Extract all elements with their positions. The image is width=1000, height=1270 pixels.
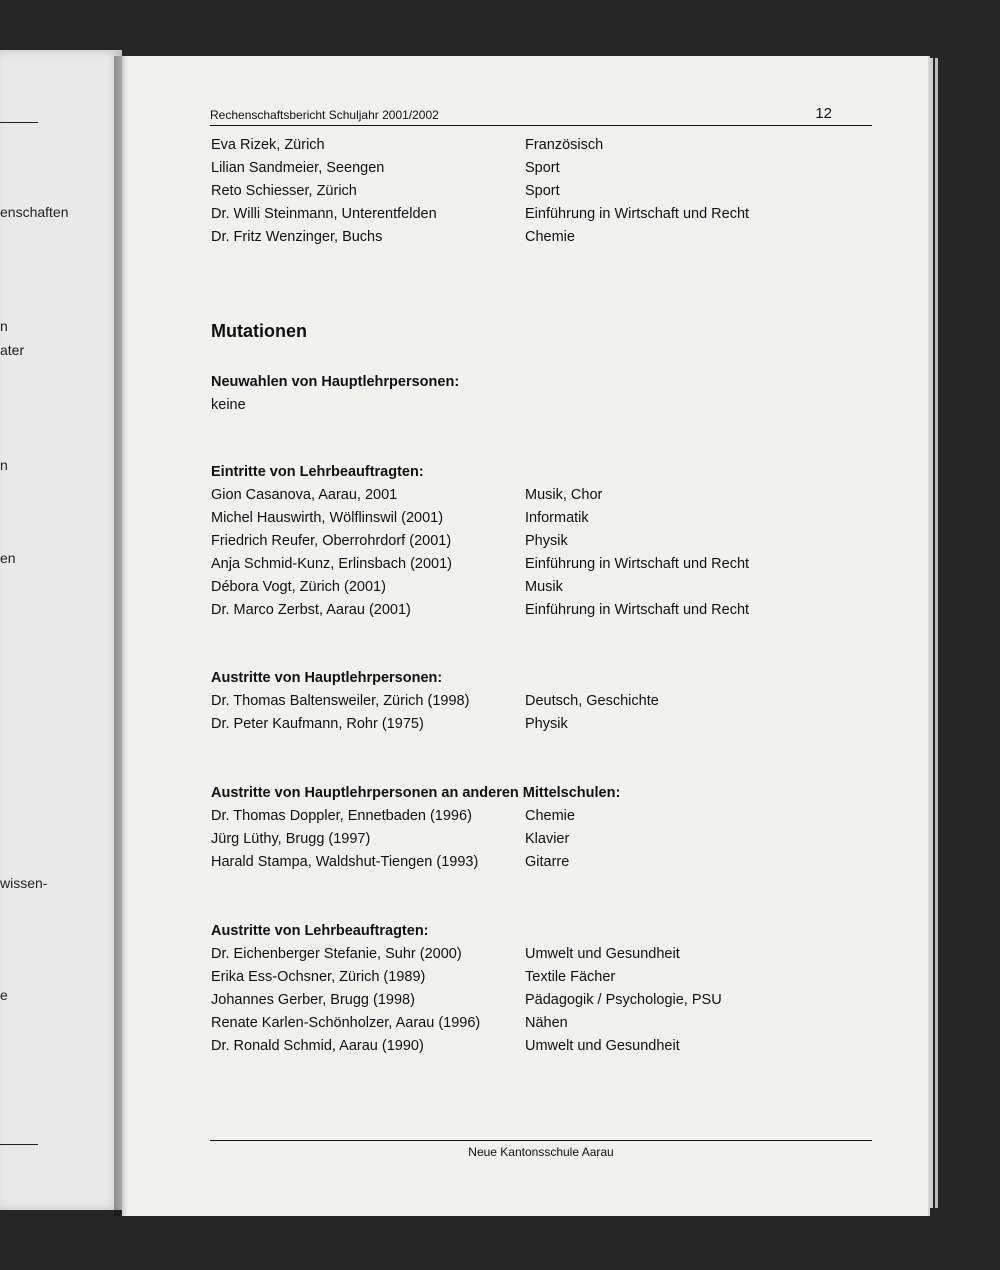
staff-subject: Chemie [525,229,575,245]
staff-row [211,693,871,715]
staff-name: Lilian Sandmeier, Seengen [211,160,385,176]
staff-subject: Umwelt und Gesundheit [525,946,680,962]
header-title: Rechenschaftsbericht Schuljahr 2001/2002 [210,108,439,122]
staff-name: Harald Stampa, Waldshut-Tiengen (1993) [211,854,479,870]
heading-austritte-hauptlehr: Austritte von Hauptlehrpersonen: [211,670,443,686]
staff-name: Dr. Thomas Doppler, Ennetbaden (1996) [211,808,472,824]
left-page-rule [0,1144,38,1145]
left-page-fragment: wissen- [0,875,48,891]
staff-row [211,510,871,532]
left-page [0,50,122,1210]
staff-name: Anja Schmid-Kunz, Erlinsbach (2001) [211,556,452,572]
staff-name: Dr. Eichenberger Stefanie, Suhr (2000) [211,946,462,962]
staff-subject: Nähen [525,1015,568,1031]
left-page-fragment: en [0,550,16,566]
staff-row [211,854,871,876]
staff-name: Eva Rizek, Zürich [211,137,325,153]
staff-subject: Sport [525,160,560,176]
heading-austritte-mittelschulen: Austritte von Hauptlehrpersonen an anderen Mittelschulen: [211,785,621,801]
left-page-fragment: e [0,987,8,1003]
staff-subject: Sport [525,183,560,199]
staff-name: Gion Casanova, Aarau, 2001 [211,487,398,503]
header-rule [210,125,872,126]
staff-name: Dr. Fritz Wenzinger, Buchs [211,229,383,245]
page-edge [930,58,933,1208]
staff-row [211,137,871,159]
staff-name: Friedrich Reufer, Oberrohrdorf (2001) [211,533,452,549]
staff-subject: Musik [525,579,563,595]
left-page-fragment: ater [0,342,25,358]
staff-name: Dr. Peter Kaufmann, Rohr (1975) [211,716,424,732]
staff-name: Reto Schiesser, Zürich [211,183,357,199]
staff-row [211,1038,871,1060]
staff-subject: Physik [525,716,568,732]
left-page-rule [0,122,38,123]
staff-row [211,716,871,738]
staff-row [211,831,871,853]
staff-name: Dr. Thomas Baltensweiler, Zürich (1998) [211,693,470,709]
spine-shadow [114,56,128,1216]
staff-subject: Einführung in Wirtschaft und Recht [525,556,750,572]
page-footer: Neue Kantonsschule Aarau [468,1145,614,1159]
staff-name: Jürg Lüthy, Brugg (1997) [211,831,371,847]
heading-eintritte: Eintritte von Lehrbeauftragten: [211,464,424,480]
staff-row [211,808,871,830]
staff-row [211,579,871,601]
staff-name: Débora Vogt, Zürich (2001) [211,579,386,595]
staff-row [211,183,871,205]
staff-subject: Textile Fächer [525,969,616,985]
staff-row [211,992,871,1014]
staff-name: Michel Hauswirth, Wölflinswil (2001) [211,510,444,526]
staff-row [211,487,871,509]
staff-name: Erika Ess-Ochsner, Zürich (1989) [211,969,426,985]
page-edge [935,58,938,1208]
staff-subject: Einführung in Wirtschaft und Recht [525,206,750,222]
staff-subject: Klavier [525,831,570,847]
staff-subject: Physik [525,533,568,549]
staff-subject: Chemie [525,808,575,824]
staff-name: Johannes Gerber, Brugg (1998) [211,992,415,1008]
staff-name: Dr. Marco Zerbst, Aarau (2001) [211,602,411,618]
staff-subject: Deutsch, Geschichte [525,693,659,709]
staff-subject: Informatik [525,510,589,526]
heading-neuwahlen: Neuwahlen von Hauptlehrpersonen: [211,374,460,390]
staff-row [211,206,871,228]
staff-name: Dr. Willi Steinmann, Unterentfelden [211,206,437,222]
staff-subject: Französisch [525,137,604,153]
staff-subject: Umwelt und Gesundheit [525,1038,680,1054]
staff-name: Renate Karlen-Schönholzer, Aarau (1996) [211,1015,481,1031]
staff-row [211,533,871,555]
left-page-fragment: n [0,457,8,473]
page-header [210,105,872,126]
heading-austritte-lehrbeauftragte: Austritte von Lehrbeauftragten: [211,923,429,939]
staff-row [211,160,871,182]
neuwahlen-text: keine [211,397,246,413]
page-number: 12 [815,105,832,122]
staff-row [211,229,871,251]
staff-row [211,969,871,991]
staff-row [211,602,871,624]
staff-name: Dr. Ronald Schmid, Aarau (1990) [211,1038,424,1054]
staff-subject: Musik, Chor [525,487,603,503]
staff-subject: Pädagogik / Psychologie, PSU [525,992,722,1008]
left-page-fragment: n [0,318,8,334]
staff-row [211,556,871,578]
staff-row [211,946,871,968]
section-title-mutationen: Mutationen [211,321,307,341]
staff-row [211,1015,871,1037]
staff-subject: Einführung in Wirtschaft und Recht [525,602,750,618]
footer-rule [210,1140,872,1141]
staff-subject: Gitarre [525,854,570,870]
left-page-fragment: enschaften [0,204,69,220]
